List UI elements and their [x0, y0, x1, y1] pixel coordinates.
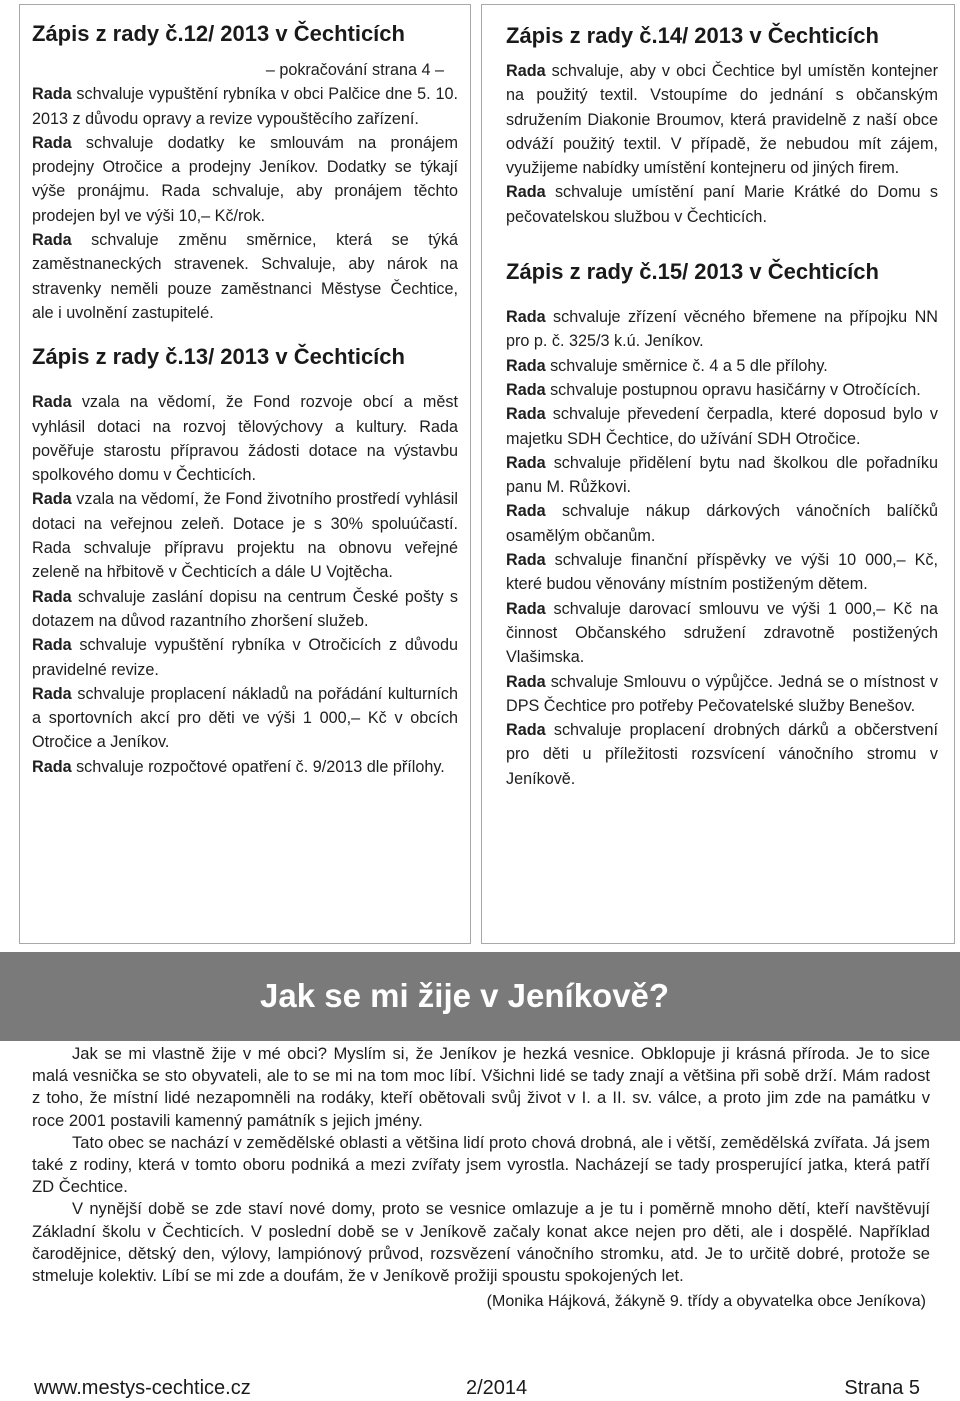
footer-page-number: Strana 5: [844, 1377, 920, 1399]
resolution-text: schvaluje postupnou opravu hasičárny v Otročících.: [545, 380, 921, 399]
section-heading-12: Zápis z rady č.12/ 2013 v Čechticích: [32, 21, 405, 46]
resolution-paragraph: [506, 180, 938, 229]
resolution-keyword: Rada: [32, 85, 72, 104]
resolution-text: schvaluje Smlouvu o výpůjčce. Jedná se o místnost v DPS Čechtice pro potřeby Pečovatelské služby Benešov.: [506, 672, 938, 715]
resolution-text: schvaluje vypuštění rybníka v Otročicích z důvodu pravidelné revize.: [32, 636, 458, 679]
page-footer: [0, 1375, 960, 1401]
resolution-keyword: Rada: [506, 551, 546, 570]
resolution-paragraph: [32, 131, 458, 228]
article-paragraph: Jak se mi vlastně žije v mé obci? Myslím si, že Jeníkov je hezká vesnice. Obklopuje ji krásná příroda. Je to sice malá vesnička se sto obyvateli, ale to se mi na tom moc líbí. Všichni lidé se tady znají a většina při sobě drží. Mám radost z toho, že místní lidé nezapomněli na rodáky, kteří obětovali svůj život v I. a II. sv. válce, a proto jim zde na památku v roce 2001 postavili kamenný památník s jejich jmény.: [32, 1044, 930, 1130]
section-heading-15: Zápis z rady č.15/ 2013 v Čechticích: [506, 259, 879, 285]
resolution-paragraph: [32, 390, 458, 487]
resolution-paragraph: [32, 487, 458, 584]
right-column-box: [481, 4, 955, 944]
article-paragraph: V nynější době se zde staví nové domy, proto se vesnice omlazuje a je tu i poměrně mnoho dětí, kteří navštěvují Základní školu v Čechticích. V poslední době se v Jeníkově začaly konat akce nejen pro děti, ale i dospělé. Například čarodějnice, dětský den, výlovy, lampiónový průvod, rozsvězení vánočního stromku, atd. Je to určitě dobré, protože se stmeluje kolektiv. Líbí se mi zde a doufám, že v Jeníkově prožiji spoustu spokojených let.: [32, 1199, 930, 1286]
resolution-paragraph: [506, 548, 938, 597]
footer-issue-number: 2/2014: [466, 1377, 528, 1399]
resolution-text: schvaluje zřízení věcného břemene na přípojku NN pro p. č. 325/3 k.ú. Jeníkov.: [506, 308, 938, 351]
article-paragraph: Tato obec se nachází v zemědělské oblasti a většina lidí proto chová drobná, ale i větší, zemědělská zvířata. Já jsem také z rodiny, která v tomto oboru podniká a mezi zvířaty jsem vyrostla. Nacházejí se tady prosperující jatka, která patří ZD Čechtice.: [32, 1132, 930, 1197]
resolution-text: schvaluje proplacení nákladů na pořádání kulturních a sportovních akcí pro děti ve výši 1 000,– Kč v obcích Otročice a Jeníkov.: [32, 684, 458, 752]
resolution-paragraph: [506, 402, 938, 451]
resolution-text: schvaluje, aby v obci Čechtice byl umístěn kontejner na použitý textil. Vstoupíme do jednání s občanským sdružením Diakonie Broumov, která pravidelně z naší obce odváží použitý textil. V případě, že nebudou mít zájem, využijeme nabídky umístění kontejneru od jiných firem.: [506, 62, 938, 178]
resolution-paragraph: [506, 354, 938, 378]
resolution-paragraph: [32, 633, 458, 682]
resolution-paragraph: [32, 228, 458, 325]
section-12-body: [32, 82, 458, 325]
continuation-note: – pokračování strana 4 –: [265, 61, 444, 79]
resolution-paragraph: [32, 585, 458, 634]
resolution-keyword: Rada: [32, 684, 72, 703]
section-14-body: [506, 59, 938, 229]
section-13-body: [32, 390, 458, 779]
article-banner: [0, 952, 960, 1041]
resolution-paragraph: [32, 755, 458, 779]
resolution-text: schvaluje nákup dárkových vánočních balíčků osamělým občanům.: [506, 502, 938, 545]
resolution-paragraph: [32, 82, 458, 131]
resolution-paragraph: [506, 305, 938, 354]
resolution-keyword: Rada: [32, 636, 72, 655]
resolution-keyword: Rada: [32, 393, 72, 412]
resolution-text: schvaluje rozpočtové opatření č. 9/2013 dle přílohy.: [71, 757, 445, 776]
resolution-keyword: Rada: [506, 672, 546, 691]
resolution-text: schvaluje změnu směrnice, která se týká zaměstnaneckých stravenek. Schvaluje, aby nárok na stravenky neměli pouze zaměstnanci Městyse Čechtice, ale i uvolnění zastupitelé.: [32, 231, 458, 322]
resolution-keyword: Rada: [506, 599, 546, 618]
resolution-keyword: Rada: [506, 405, 546, 424]
resolution-keyword: Rada: [506, 380, 546, 399]
resolution-keyword: Rada: [506, 308, 546, 327]
resolution-text: schvaluje proplacení drobných dárků a občerstvení pro děti u příležitosti rozsvícení vánočního stromu v Jeníkově.: [506, 721, 938, 788]
resolution-keyword: Rada: [32, 757, 72, 776]
resolution-keyword: Rada: [506, 356, 546, 375]
footer-website-link[interactable]: www.mestys-cechtice.cz: [34, 1377, 251, 1399]
left-column-box: [19, 4, 471, 944]
resolution-text: vzala na vědomí, že Fond životního prostředí vyhlásil dotaci na veřejnou zeleň. Dotace je s 30% spoluúčastí. Rada schvaluje přípravu projektu na obnovu veřejné zeleně na hřbitově v Čechticích a dále U Vojtěcha.: [32, 490, 458, 582]
resolution-text: schvaluje umístění paní Marie Krátké do Domu s pečovatelskou službou v Čechticích.: [506, 183, 938, 226]
resolution-paragraph: [506, 378, 938, 402]
resolution-paragraph: [32, 682, 458, 755]
resolution-paragraph: [506, 499, 938, 548]
article-body: [32, 1043, 930, 1313]
resolution-paragraph: [506, 718, 938, 791]
resolution-paragraph: [506, 597, 938, 670]
resolution-keyword: Rada: [32, 133, 72, 152]
resolution-paragraph: [506, 670, 938, 719]
resolution-keyword: Rada: [32, 231, 72, 250]
section-15-body: [506, 305, 938, 791]
resolution-text: schvaluje vypuštění rybníka v obci Palčice dne 5. 10. 2013 z důvodu opravy a revize vypouštěcího zařízení.: [32, 85, 458, 128]
resolution-keyword: Rada: [506, 721, 546, 740]
resolution-keyword: Rada: [32, 490, 72, 509]
article-paragraphs: [32, 1043, 930, 1287]
resolution-text: schvaluje směrnice č. 4 a 5 dle přílohy.: [545, 356, 828, 375]
resolution-keyword: Rada: [506, 183, 546, 202]
resolution-text: schvaluje zaslání dopisu na centrum České pošty s dotazem na důvod razantního zhoršení služeb.: [32, 587, 458, 630]
resolution-keyword: Rada: [32, 587, 72, 606]
resolution-text: schvaluje finanční příspěvky ve výši 10 000,– Kč, které budou věnovány místním postiženým dětem.: [506, 551, 938, 594]
resolution-paragraph: [506, 451, 938, 500]
article-signature: (Monika Hájková, žákyně 9. třídy a obyvatelka obce Jeníkova): [486, 1293, 926, 1311]
resolution-text: schvaluje dodatky ke smlouvám na pronájem prodejny Otročice a prodejny Jeníkov. Dodatky se týkají výše pronájmu. Rada schvaluje, aby pronájem těchto prodejen byl ve výši 10,– Kč/rok.: [32, 133, 458, 225]
section-heading-13: Zápis z rady č.13/ 2013 v Čechticích: [32, 344, 405, 370]
resolution-text: schvaluje darovací smlouvu ve výši 1 000,– Kč na činnost Občanského sdružení zdravotně postižených Vlašimska.: [506, 599, 938, 667]
resolution-keyword: Rada: [506, 502, 546, 521]
resolution-keyword: Rada: [506, 62, 546, 80]
resolution-paragraph: [506, 59, 938, 180]
section-heading-14: Zápis z rady č.14/ 2013 v Čechticích: [506, 23, 879, 48]
article-title: Jak se mi žije v Jeníkově?: [260, 977, 670, 1014]
resolution-text: schvaluje převedení čerpadla, které doposud bylo v majetku SDH Čechtice, do užívání SDH Otročice.: [506, 405, 938, 448]
resolution-text: vzala na vědomí, že Fond rozvoje obcí a měst vyhlásil dotaci na rozvoj tělovýchovy a kultury. Rada pověřuje starostu přípravou žádosti dotace na výstavbu spolkového domu v Čechticích.: [32, 393, 458, 485]
resolution-text: schvaluje přidělení bytu nad školkou dle pořadníku panu M. Růžkovi.: [506, 453, 938, 497]
resolution-keyword: Rada: [506, 453, 546, 472]
